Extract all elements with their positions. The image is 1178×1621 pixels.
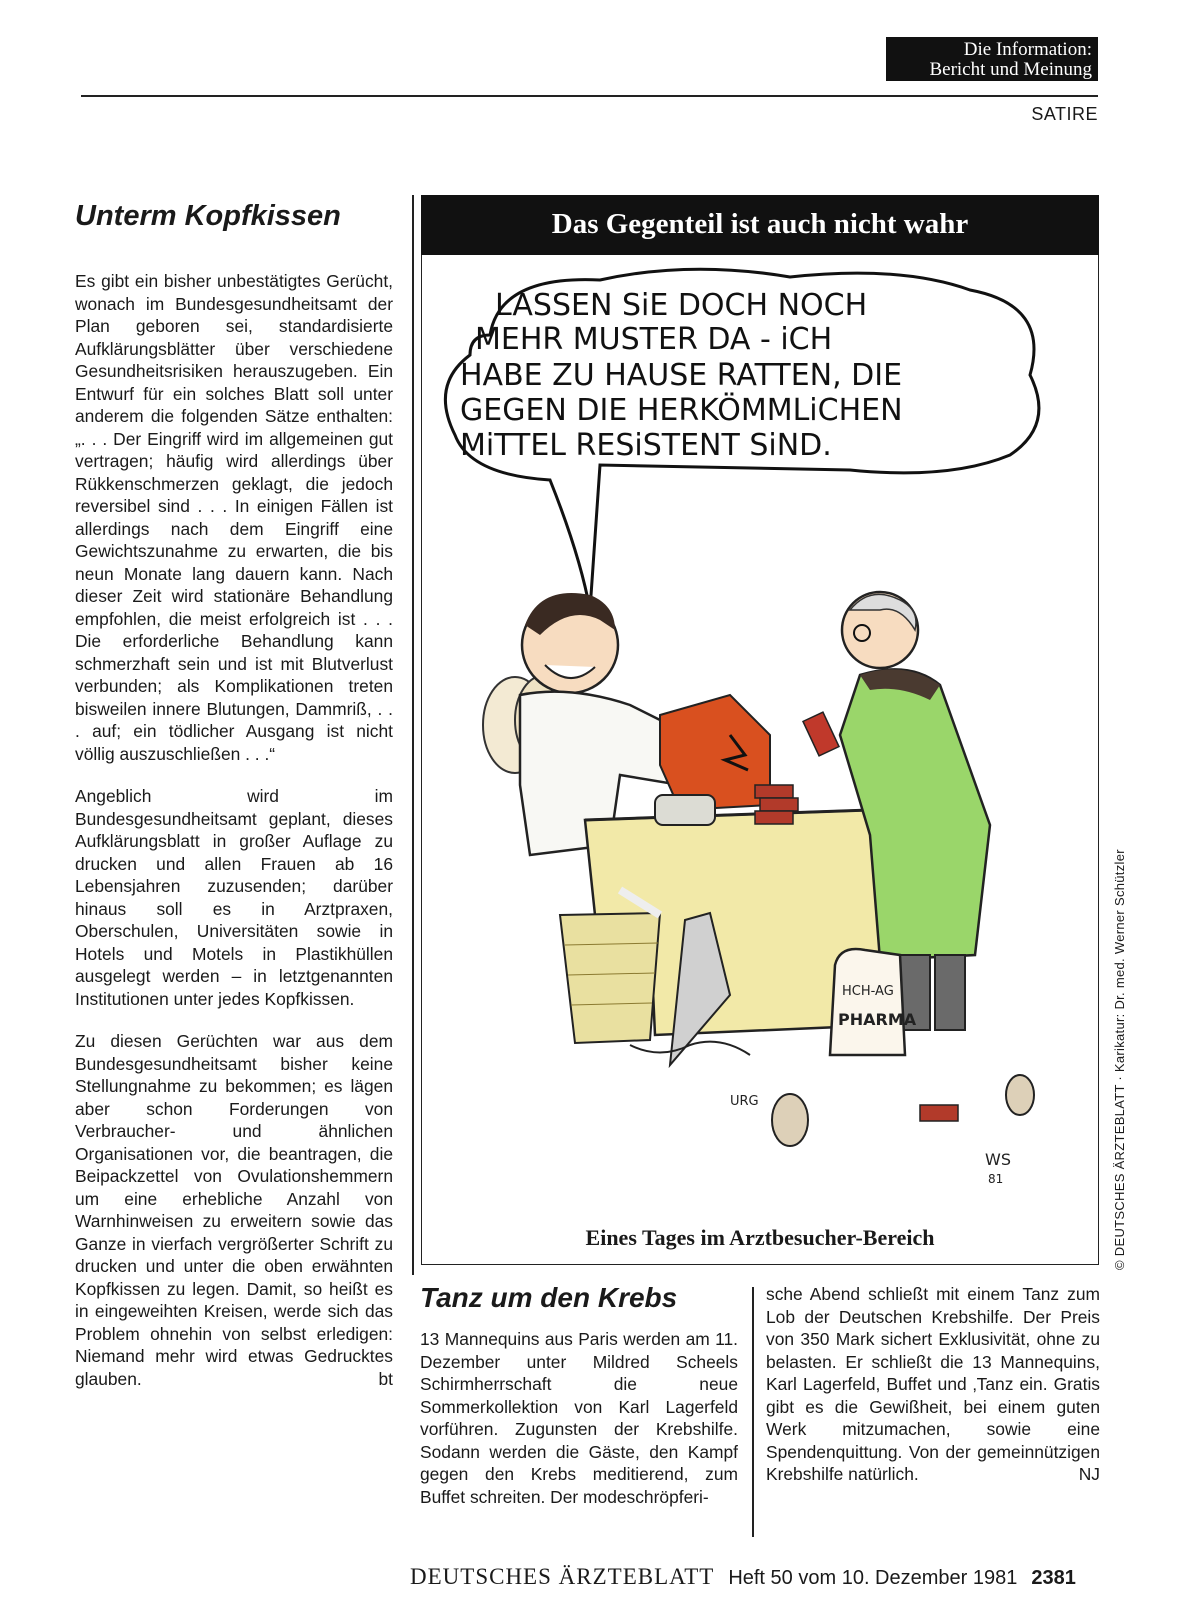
tanz-column-divider (752, 1287, 754, 1537)
article-body-tanz-col1: 13 Mannequins aus Paris werden am 11. Dezember unter Mildred Scheels Schirmherrschaft die neue Sommerkollektion von Karl Lagerfeld vorführen. Zugunsten der Krebshilfe. Sodann werden die Gäste, den Kampf gegen den Krebs meditierend, zum Buffet schreiten. Der modeschröpferi- (420, 1329, 738, 1507)
rep-leg (935, 955, 965, 1030)
speech-line-3: HABE ZU HAUSE RATTEN, DIE (460, 358, 903, 393)
column-divider (412, 195, 414, 1275)
poison-box (920, 1105, 958, 1121)
briefcase-label-1: HCH-AG (842, 984, 894, 999)
header-line-2: Bericht und Meinung (929, 59, 1092, 80)
footer-issue: Heft 50 vom 10. Dezember 1981 (728, 1567, 1018, 1589)
orange-parcel (660, 695, 770, 810)
footer-page-number: 2381 (1031, 1567, 1076, 1589)
tanz-col2-text: sche Abend schließt mit einem Tanz zum Lob der Deutschen Krebshilfe. Der Preis von 350 Mark sichert Exklusivität, ohne zu belasten. Er schließt die 13 Mannequins, Karl Lagerfeld, Buffet und ‚Tanz ein. Gratis gibt es die Gewißheit, bei einem guten Werk mitzumachen, sowie eine Spendenquittung. Von der gemeinnützigen Krebshilfe natürlich. (766, 1284, 1100, 1484)
footer-magazine: DEUTSCHES ÄRZTEBLATT (410, 1564, 715, 1589)
cartoon-illustration (430, 265, 1090, 1225)
cartoon-caption: Eines Tages im Arztbesucher-Bereich (585, 1225, 935, 1250)
paragraph-3-text: Zu diesen Gerüchten war aus dem Bundesgesundheitsamt bisher keine Stellungnahme zu bekommen; es lägen aber schon Forderungen von Verbraucher- und ähnlichen Organisationen vor, die beantragen, die Beipackzettel von Ovulationshemmern um eine erhebliche Anzahl von Warnhinweisen zu erweitern sowie das Ganze in vierfach vergrößerter Schrift zu drucken und unter die oben erwähnten Kopfkissen zu legen. Damit, so heißt es in eingeweihten Kreisen, werde sich das Problem ohnehin von selbst erledigen: Niemand mehr wird etwas Gedrucktes glauben. (75, 1031, 393, 1389)
article-title-kopfkissen: Unterm Kopfkissen (75, 200, 341, 232)
tanz-signature: NJ (1078, 1464, 1100, 1484)
section-label: SATIRE (1031, 104, 1098, 124)
paragraph-2: Angeblich wird im Bundesgesundheitsamt geplant, dieses Aufklärungsblatt in großer Auflage zu drucken und allen Frauen ab 16 Lebensjahren zuzusenden; darüber hinaus soll es in Arztpraxen, Oberschulen, Universitäten sowie in Hotels und Motels in Plastikhüllen ausgelegt werden – in letztgenannten Institutionen unter jedes Kopfkissen. (75, 786, 393, 1009)
header-rule (81, 95, 1098, 97)
section-header-box (886, 37, 1098, 81)
speech-line-4: GEGEN DIE HERKÖMMLiCHEN (460, 393, 903, 428)
pharma-briefcase (830, 949, 905, 1055)
paragraph-1: Es gibt ein bisher unbestätigtes Gerücht, wonach im Bundesgesundheitsamt der Plan geboren sei, standardisierte Aufklärungsblätter über verschiedene Gesundheitsrisiken herauszugeben. Ein Entwurf für ein solches Blatt soll unter anderem die folgenden Sätze enthalten: „. . . Der Eingriff wird im allgemeinen gut vertragen; häufig wird allerdings über Rükkenschmerzen geklagt, die jedoch reversibel sind . . . In einigen Fällen ist allerdings nach dem Eingriff eine Gewichtszunahme zu erwarten, die bis neun Monate lang dauern kann. Nach dieser Zeit wird stationäre Behandlung empfohlen, die meist erfolgreich ist . . . Die erforderliche Behandlung kann schmerzhaft sein und ist mit Blutverlust verbunden; als Komplikationen treten bisweilen innere Blutungen, Dammriß, . . . auf; ein tödlicher Ausgang ist nicht völlig auszuschließen . . .“ (75, 271, 393, 764)
rat-sound: URG (730, 1094, 759, 1109)
briefcase-label-2: PHARMA (838, 1010, 917, 1029)
sample-boxes (755, 785, 798, 824)
artist-year: 81 (988, 1172, 1004, 1186)
rat (1006, 1075, 1034, 1115)
speech-line-5: MiTTEL RESiSTENT SiND. (460, 428, 832, 463)
speech-line-2: MEHR MUSTER DA - iCH (475, 322, 833, 357)
speech-line-1: LASSEN SiE DOCH NOCH (495, 288, 868, 323)
header-line-1: Die Information: (963, 39, 1092, 60)
waste-basket (560, 913, 660, 1043)
red-sample-box (803, 712, 839, 756)
phone-cord (630, 1042, 750, 1055)
page-footer (410, 1564, 1076, 1590)
telephone (655, 795, 715, 825)
article-body-tanz-col2 (766, 1283, 1100, 1486)
author-signature: bt (378, 1368, 393, 1389)
article-body-kopfkissen (75, 270, 393, 1410)
paragraph-3 (75, 1030, 393, 1390)
article-title-tanz: Tanz um den Krebs (420, 1282, 678, 1313)
artist-signature: WS (985, 1150, 1011, 1169)
cartoon-credit: © DEUTSCHES ÄRZTEBLATT · Karikatur: Dr. med. Werner Schützler (1112, 849, 1127, 1270)
cartoon-title: Das Gegenteil ist auch nicht wahr (421, 195, 1099, 255)
rat (772, 1094, 808, 1146)
